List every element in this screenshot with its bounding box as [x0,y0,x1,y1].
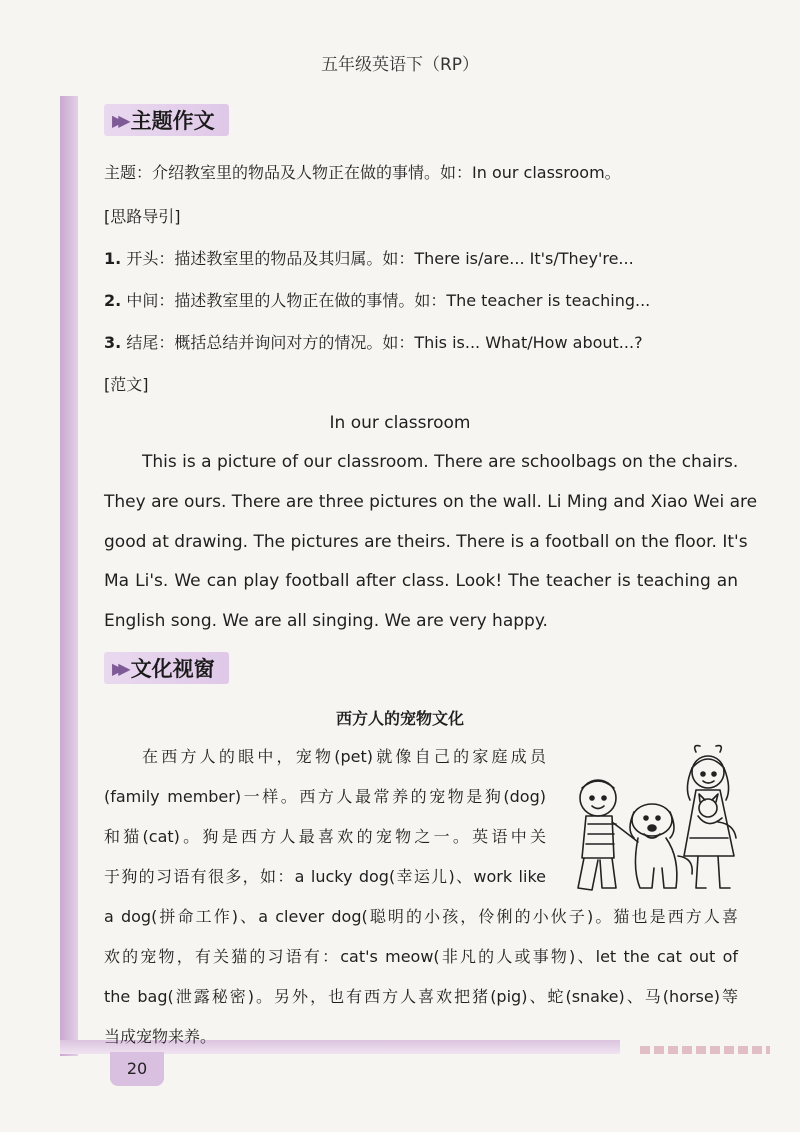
essay-title: In our classroom [329,413,471,433]
topic-line: 主题：介绍教室里的物品及人物正在做的事情。如：In our classroom。 [104,163,621,182]
article-line: 当成宠物来养。 [104,1027,217,1046]
article-line: 欢的宠物，有关猫的习语有：cat's meow(非凡的人或事物)、let the cat out of [104,947,738,966]
step-number: 2. [104,291,122,310]
step-text: 中间：描述教室里的人物正在做的事情。如：The teacher is teaching... [126,291,651,310]
article-line: 在西方人的眼中，宠物(pet)就像自己的家庭成员 [142,747,546,766]
page-bottom-decoration [640,1046,770,1054]
page-header: 五年级英语下（RP） [320,55,480,75]
step-text: 结尾：概括总结并询问对方的情况。如：This is... What/How about...? [126,333,643,352]
children-with-pets-illustration [568,738,744,900]
page-edge-band [60,96,78,1056]
arrow-icon: ▶▶ [112,110,125,130]
section-title-essay [104,104,229,136]
essay-line: This is a picture of our classroom. There are schoolbags on the chairs. [142,452,739,472]
essay-line: Ma Li's. We can play football after class. Look! The teacher is teaching an [104,571,738,591]
article-title: 西方人的宠物文化 [335,709,464,728]
article-line: (family member)一样。西方人最常养的宠物是狗(dog) [104,787,546,806]
step-1 [104,246,634,269]
step-3 [104,330,643,353]
essay-line: good at drawing. The pictures are theirs. There is a football on the floor. It's [104,532,748,552]
section-title-culture [104,652,229,684]
step-number: 1. [104,249,122,268]
section-title-text: 文化视窗 [130,657,215,681]
step-text: 开头：描述教室里的物品及其归属。如：There is/are... It's/They're... [126,249,634,268]
sample-label: [范文] [104,375,149,394]
essay-line: English song. We are all singing. We are very happy. [104,611,548,631]
essay-line: They are ours. There are three pictures on the wall. Li Ming and Xiao Wei are [104,492,758,512]
page-number: 20 [110,1052,164,1086]
section-title-text: 主题作文 [130,109,215,133]
article-line: the bag(泄露秘密)。另外，也有西方人喜欢把猪(pig)、蛇(snake)、马(horse)等 [104,987,738,1006]
article-line: 于狗的习语有很多，如：a lucky dog(幸运儿)、work like [104,867,546,886]
guide-label: [思路导引] [104,207,181,226]
article-line: 和猫(cat)。狗是西方人最喜欢的宠物之一。英语中关 [104,827,546,846]
step-number: 3. [104,333,122,352]
step-2 [104,288,650,311]
arrow-icon: ▶▶ [112,658,125,678]
article-line: a dog(拼命工作)、a clever dog(聪明的小孩，伶俐的小伙子)。猫也是西方人喜 [104,907,738,926]
